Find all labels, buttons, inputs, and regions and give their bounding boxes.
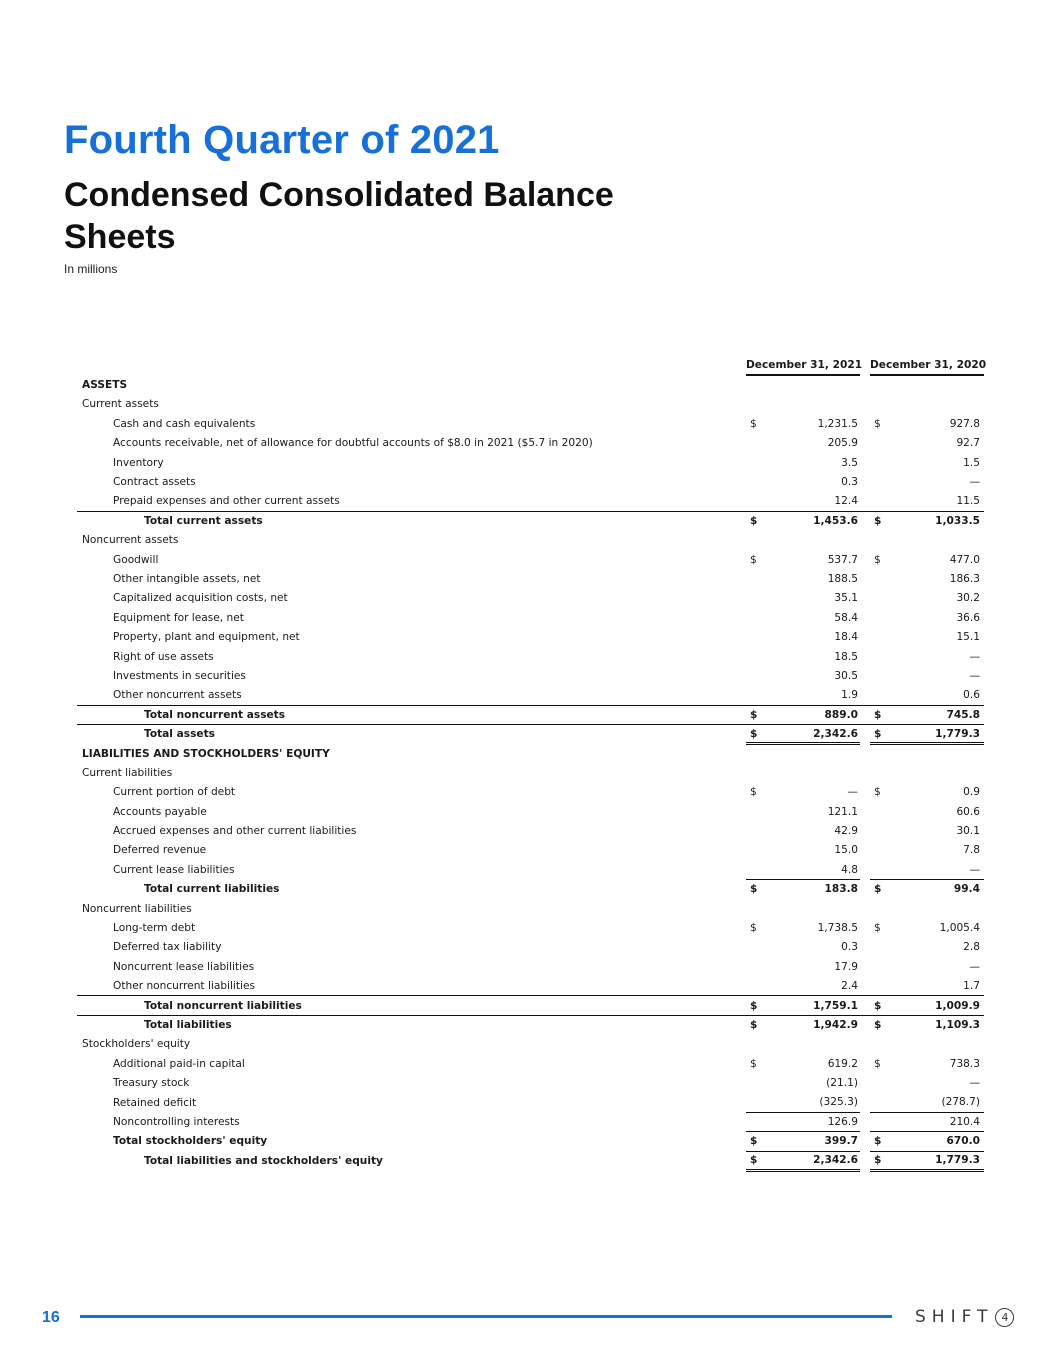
value-2021: 205.9 bbox=[827, 437, 859, 450]
column-gap bbox=[860, 1035, 870, 1054]
dollar-sign-2021: $ bbox=[746, 511, 756, 530]
row-label: Investments in securities bbox=[113, 669, 246, 682]
value-2020: — bbox=[969, 476, 981, 489]
table-row bbox=[77, 918, 984, 937]
dollar-sign-2020 bbox=[870, 802, 880, 821]
value-2020 bbox=[880, 899, 984, 918]
dollar-sign-2020 bbox=[870, 841, 880, 860]
value-2021: 30.5 bbox=[834, 669, 859, 682]
table-row bbox=[77, 1035, 984, 1054]
row-label: Current liabilities bbox=[82, 766, 173, 779]
table-row bbox=[77, 531, 984, 550]
column-gap bbox=[860, 414, 870, 433]
column-header-2020: December 31, 2020 bbox=[870, 356, 984, 375]
dollar-sign-2021 bbox=[746, 434, 756, 453]
dollar-sign-2020 bbox=[870, 899, 880, 918]
dollar-sign-2021 bbox=[746, 569, 756, 588]
table-row bbox=[77, 1015, 984, 1034]
column-gap bbox=[860, 724, 870, 743]
row-label: Cash and cash equivalents bbox=[113, 417, 256, 430]
value-2021: (325.3) bbox=[819, 1096, 859, 1109]
value-2021: 0.3 bbox=[841, 941, 859, 954]
page-number: 16 bbox=[42, 1309, 60, 1326]
table-row bbox=[77, 938, 984, 957]
value-2020: — bbox=[969, 669, 981, 682]
dollar-sign-2020: $ bbox=[870, 511, 880, 530]
dollar-sign-2020 bbox=[870, 531, 880, 550]
value-2020: 1,009.9 bbox=[880, 996, 984, 1015]
dollar-sign-2020 bbox=[870, 569, 880, 588]
table-row bbox=[77, 453, 984, 472]
row-label: Other intangible assets, net bbox=[113, 572, 261, 585]
value-2021: 42.9 bbox=[834, 825, 859, 838]
column-gap bbox=[860, 899, 870, 918]
value-2020: 92.7 bbox=[956, 437, 981, 450]
column-gap bbox=[860, 957, 870, 976]
dollar-sign-2020 bbox=[870, 1073, 880, 1092]
column-gap bbox=[860, 783, 870, 802]
dollar-sign-2020: $ bbox=[874, 417, 881, 430]
row-label: Noncurrent assets bbox=[82, 534, 179, 547]
column-gap bbox=[860, 880, 870, 899]
value-2021: 889.0 bbox=[756, 705, 860, 724]
dollar-sign-2020 bbox=[870, 686, 880, 705]
dollar-sign-2021 bbox=[746, 977, 756, 996]
row-label: Deferred tax liability bbox=[113, 941, 222, 954]
column-gap bbox=[860, 375, 870, 394]
row-label: Equipment for lease, net bbox=[113, 611, 244, 624]
dollar-sign-2021: $ bbox=[746, 1132, 756, 1151]
column-gap bbox=[860, 647, 870, 666]
dollar-sign-2020 bbox=[870, 821, 880, 840]
table-row bbox=[77, 705, 984, 724]
table-row bbox=[77, 744, 984, 763]
column-gap bbox=[860, 492, 870, 511]
value-2021: 537.7 bbox=[827, 553, 859, 566]
value-2020 bbox=[880, 375, 984, 394]
row-label: Deferred revenue bbox=[113, 844, 207, 857]
value-2020: — bbox=[969, 1077, 981, 1090]
dollar-sign-2020 bbox=[870, 492, 880, 511]
dollar-sign-2021 bbox=[746, 666, 756, 685]
table-row bbox=[77, 434, 984, 453]
dollar-sign-2021 bbox=[746, 453, 756, 472]
row-label: LIABILITIES AND STOCKHOLDERS' EQUITY bbox=[82, 747, 330, 760]
dollar-sign-2020 bbox=[870, 647, 880, 666]
dollar-sign-2021: $ bbox=[746, 996, 756, 1015]
row-label: Total assets bbox=[77, 724, 746, 743]
value-2020: 30.2 bbox=[956, 592, 981, 605]
column-header-2021: December 31, 2021 bbox=[746, 356, 860, 375]
footer-divider bbox=[80, 1315, 892, 1318]
row-label: Total stockholders' equity bbox=[113, 1135, 268, 1148]
dollar-sign-2021 bbox=[746, 821, 756, 840]
value-2021 bbox=[756, 763, 860, 782]
value-2020: 670.0 bbox=[880, 1132, 984, 1151]
table-row bbox=[77, 492, 984, 511]
table-row bbox=[77, 1054, 984, 1073]
value-2020: 1.7 bbox=[963, 979, 981, 992]
logo-wordmark: SHIFT bbox=[915, 1307, 994, 1327]
table-row bbox=[77, 783, 984, 802]
value-2020: 15.1 bbox=[956, 631, 981, 644]
row-label: Noncontrolling interests bbox=[113, 1115, 240, 1128]
value-2020: 1,779.3 bbox=[880, 1151, 984, 1170]
row-label: Current assets bbox=[82, 398, 159, 411]
table-row bbox=[77, 511, 984, 530]
balance-sheet-table bbox=[77, 356, 987, 1172]
column-gap bbox=[860, 705, 870, 724]
table-row bbox=[77, 666, 984, 685]
table-row bbox=[77, 569, 984, 588]
value-2021: 1,453.6 bbox=[756, 511, 860, 530]
row-label: Capitalized acquisition costs, net bbox=[113, 592, 288, 605]
row-label: Noncurrent liabilities bbox=[82, 902, 192, 915]
column-gap bbox=[860, 569, 870, 588]
value-2021: 619.2 bbox=[827, 1057, 859, 1070]
dollar-sign-2021 bbox=[746, 608, 756, 627]
column-gap bbox=[860, 1151, 870, 1170]
table-row bbox=[77, 977, 984, 996]
dollar-sign-2020 bbox=[870, 938, 880, 957]
value-2021: 1,738.5 bbox=[817, 922, 859, 935]
dollar-sign-2021 bbox=[746, 841, 756, 860]
value-2020: 60.6 bbox=[956, 805, 981, 818]
dollar-sign-2021 bbox=[746, 375, 756, 394]
column-gap bbox=[860, 511, 870, 530]
row-label: Total current liabilities bbox=[144, 883, 280, 896]
column-gap bbox=[860, 860, 870, 879]
table-row bbox=[77, 414, 984, 433]
value-2021: 126.9 bbox=[756, 1112, 860, 1131]
dollar-sign-2020: $ bbox=[870, 1151, 880, 1170]
table-row bbox=[77, 472, 984, 491]
value-2021: 188.5 bbox=[827, 572, 859, 585]
dollar-sign-2021 bbox=[746, 802, 756, 821]
value-2021: 121.1 bbox=[827, 805, 859, 818]
value-2021: 2,342.6 bbox=[756, 1151, 860, 1170]
value-2020: 927.8 bbox=[949, 417, 981, 430]
dollar-sign-2021 bbox=[746, 1112, 756, 1131]
column-gap bbox=[860, 686, 870, 705]
column-gap bbox=[860, 434, 870, 453]
table-row bbox=[77, 880, 984, 899]
dollar-sign-2021 bbox=[746, 899, 756, 918]
table-row bbox=[77, 899, 984, 918]
column-gap bbox=[860, 1112, 870, 1131]
dollar-sign-2021 bbox=[746, 744, 756, 763]
value-2020: — bbox=[969, 863, 981, 876]
dollar-sign-2021 bbox=[746, 957, 756, 976]
value-2021: 0.3 bbox=[841, 476, 859, 489]
value-2021: 35.1 bbox=[834, 592, 859, 605]
value-2021 bbox=[756, 899, 860, 918]
dollar-sign-2021: $ bbox=[746, 724, 756, 743]
value-2021 bbox=[756, 1035, 860, 1054]
row-label: Other noncurrent assets bbox=[113, 689, 242, 702]
table-row bbox=[77, 1073, 984, 1092]
value-2021: 17.9 bbox=[834, 960, 859, 973]
row-label: Accounts receivable, net of allowance for doubtful accounts of $8.0 in 2021 ($5.7 in 2020) bbox=[113, 437, 593, 450]
column-gap bbox=[860, 1015, 870, 1034]
row-label: Other noncurrent liabilities bbox=[113, 979, 256, 992]
value-2020: 11.5 bbox=[956, 495, 981, 508]
value-2020: 1,033.5 bbox=[880, 511, 984, 530]
value-2021: 12.4 bbox=[834, 495, 859, 508]
row-label: Current portion of debt bbox=[113, 786, 236, 799]
dollar-sign-2021: $ bbox=[746, 880, 756, 899]
column-gap bbox=[860, 531, 870, 550]
dollar-sign-2021 bbox=[746, 531, 756, 550]
table-row bbox=[77, 1132, 984, 1151]
table-row bbox=[77, 1112, 984, 1131]
table-row bbox=[77, 686, 984, 705]
value-2021: 4.8 bbox=[841, 863, 859, 876]
value-2021: 1,231.5 bbox=[817, 417, 859, 430]
value-2021: 2.4 bbox=[841, 979, 859, 992]
table-row bbox=[77, 860, 984, 879]
value-2021: 1,942.9 bbox=[756, 1015, 860, 1034]
dollar-sign-2020: $ bbox=[870, 1132, 880, 1151]
table-row bbox=[77, 1151, 984, 1170]
table-row bbox=[77, 550, 984, 569]
dollar-sign-2020 bbox=[870, 763, 880, 782]
dollar-sign-2020: $ bbox=[874, 786, 881, 799]
shift4-logo bbox=[915, 1307, 1014, 1327]
dollar-sign-2020 bbox=[870, 1112, 880, 1131]
dollar-sign-2020: $ bbox=[870, 724, 880, 743]
dollar-sign-2021 bbox=[746, 589, 756, 608]
value-2021: 18.5 bbox=[834, 650, 859, 663]
dollar-sign-2021: $ bbox=[750, 786, 757, 799]
column-gap bbox=[860, 1093, 870, 1112]
dollar-sign-2021 bbox=[746, 627, 756, 646]
value-2020 bbox=[880, 395, 984, 414]
column-gap bbox=[860, 996, 870, 1015]
row-label: Total liabilities bbox=[77, 1015, 746, 1034]
value-2021: 58.4 bbox=[834, 611, 859, 624]
column-gap bbox=[860, 1132, 870, 1151]
row-label: Treasury stock bbox=[113, 1077, 190, 1090]
value-2020: 0.9 bbox=[963, 786, 981, 799]
table-header-row bbox=[77, 356, 984, 375]
row-label: Property, plant and equipment, net bbox=[113, 631, 300, 644]
row-label: Long-term debt bbox=[113, 922, 196, 935]
column-gap bbox=[860, 938, 870, 957]
value-2020: 1,109.3 bbox=[880, 1015, 984, 1034]
value-2020: 210.4 bbox=[880, 1112, 984, 1131]
column-gap bbox=[860, 821, 870, 840]
value-2021: 183.8 bbox=[756, 880, 860, 899]
value-2021 bbox=[756, 375, 860, 394]
dollar-sign-2020 bbox=[870, 666, 880, 685]
value-2021: 3.5 bbox=[841, 456, 859, 469]
table-row bbox=[77, 957, 984, 976]
table-row bbox=[77, 996, 984, 1015]
value-2020: 745.8 bbox=[880, 705, 984, 724]
dollar-sign-2021 bbox=[746, 860, 756, 879]
row-label: Noncurrent lease liabilities bbox=[113, 960, 255, 973]
row-label: Total noncurrent liabilities bbox=[77, 996, 746, 1015]
dollar-sign-2021 bbox=[746, 1035, 756, 1054]
dollar-sign-2021: $ bbox=[746, 705, 756, 724]
dollar-sign-2020 bbox=[870, 472, 880, 491]
row-label: Inventory bbox=[113, 456, 164, 469]
page-title: Fourth Quarter of 2021 bbox=[64, 118, 500, 162]
row-label: Total current assets bbox=[77, 511, 746, 530]
table-row bbox=[77, 821, 984, 840]
column-gap bbox=[860, 763, 870, 782]
value-2020 bbox=[880, 744, 984, 763]
table-row bbox=[77, 395, 984, 414]
dollar-sign-2020 bbox=[870, 453, 880, 472]
value-2020 bbox=[880, 1035, 984, 1054]
column-gap bbox=[860, 589, 870, 608]
table-row bbox=[77, 375, 984, 394]
dollar-sign-2021 bbox=[746, 395, 756, 414]
value-2020: 1.5 bbox=[963, 456, 981, 469]
dollar-sign-2021 bbox=[746, 763, 756, 782]
table-row bbox=[77, 627, 984, 646]
column-gap bbox=[860, 627, 870, 646]
value-2020 bbox=[880, 763, 984, 782]
table-row bbox=[77, 647, 984, 666]
value-2021: (21.1) bbox=[826, 1077, 859, 1090]
row-label: Prepaid expenses and other current assets bbox=[113, 495, 340, 508]
value-2020: — bbox=[969, 960, 981, 973]
row-label: Accrued expenses and other current liabilities bbox=[113, 825, 357, 838]
row-label: Total noncurrent assets bbox=[77, 705, 746, 724]
value-2020: 30.1 bbox=[956, 825, 981, 838]
value-2021: 1,759.1 bbox=[756, 996, 860, 1015]
dollar-sign-2020 bbox=[870, 1093, 880, 1112]
dollar-sign-2020: $ bbox=[870, 1015, 880, 1034]
value-2020 bbox=[880, 531, 984, 550]
value-2020: 2.8 bbox=[963, 941, 981, 954]
dollar-sign-2020 bbox=[870, 375, 880, 394]
table-row bbox=[77, 589, 984, 608]
column-gap bbox=[860, 608, 870, 627]
value-2020: 36.6 bbox=[956, 611, 981, 624]
dollar-sign-2021 bbox=[746, 686, 756, 705]
dollar-sign-2020: $ bbox=[874, 553, 881, 566]
column-gap bbox=[860, 918, 870, 937]
dollar-sign-2021: $ bbox=[750, 417, 757, 430]
dollar-sign-2021 bbox=[746, 472, 756, 491]
column-gap bbox=[860, 977, 870, 996]
value-2021: 399.7 bbox=[756, 1132, 860, 1151]
logo-circle-icon: 4 bbox=[995, 1308, 1014, 1327]
row-label: Current lease liabilities bbox=[113, 863, 235, 876]
value-2020: 7.8 bbox=[963, 844, 981, 857]
value-2021 bbox=[756, 744, 860, 763]
dollar-sign-2020 bbox=[870, 744, 880, 763]
dollar-sign-2021: $ bbox=[750, 553, 757, 566]
table-row bbox=[77, 1093, 984, 1112]
column-gap bbox=[860, 1073, 870, 1092]
page-subtitle: Condensed Consolidated Balance Sheets bbox=[64, 176, 614, 256]
row-label: Retained deficit bbox=[113, 1096, 197, 1109]
value-2020: 186.3 bbox=[949, 572, 981, 585]
dollar-sign-2021 bbox=[746, 492, 756, 511]
dollar-sign-2021 bbox=[746, 1093, 756, 1112]
dollar-sign-2021: $ bbox=[750, 1057, 757, 1070]
table-row bbox=[77, 763, 984, 782]
column-gap bbox=[860, 395, 870, 414]
value-2021: 1.9 bbox=[841, 689, 859, 702]
dollar-sign-2020 bbox=[870, 957, 880, 976]
dollar-sign-2020: $ bbox=[870, 705, 880, 724]
dollar-sign-2020 bbox=[870, 627, 880, 646]
dollar-sign-2020: $ bbox=[874, 922, 881, 935]
table-row bbox=[77, 802, 984, 821]
value-2021: — bbox=[847, 786, 859, 799]
row-label: Total liabilities and stockholders' equity bbox=[144, 1154, 383, 1167]
value-2021 bbox=[756, 531, 860, 550]
value-2021: 15.0 bbox=[834, 844, 859, 857]
dollar-sign-2020: $ bbox=[874, 1057, 881, 1070]
value-2020: 477.0 bbox=[949, 553, 981, 566]
column-gap bbox=[860, 802, 870, 821]
table-row bbox=[77, 608, 984, 627]
column-gap bbox=[860, 550, 870, 569]
value-2020: 0.6 bbox=[963, 689, 981, 702]
dollar-sign-2021: $ bbox=[746, 1151, 756, 1170]
dollar-sign-2020: $ bbox=[870, 996, 880, 1015]
table-row bbox=[77, 724, 984, 743]
dollar-sign-2020 bbox=[870, 860, 880, 879]
value-2021: 18.4 bbox=[834, 631, 859, 644]
dollar-sign-2021: $ bbox=[750, 922, 757, 935]
row-label: ASSETS bbox=[82, 379, 128, 392]
dollar-sign-2021: $ bbox=[746, 1015, 756, 1034]
units-note: In millions bbox=[64, 262, 118, 276]
value-2020: (278.7) bbox=[941, 1096, 981, 1109]
dollar-sign-2020: $ bbox=[870, 880, 880, 899]
dollar-sign-2021 bbox=[746, 1073, 756, 1092]
row-label: Goodwill bbox=[113, 553, 159, 566]
column-gap bbox=[860, 1054, 870, 1073]
dollar-sign-2020 bbox=[870, 589, 880, 608]
dollar-sign-2020 bbox=[870, 434, 880, 453]
value-2021: 2,342.6 bbox=[756, 724, 860, 743]
row-label: Additional paid-in capital bbox=[113, 1057, 245, 1070]
dollar-sign-2020 bbox=[870, 977, 880, 996]
row-label: Stockholders' equity bbox=[82, 1038, 191, 1051]
row-label: Accounts payable bbox=[113, 805, 207, 818]
column-gap bbox=[860, 841, 870, 860]
dollar-sign-2020 bbox=[870, 1035, 880, 1054]
dollar-sign-2021 bbox=[746, 938, 756, 957]
table-row bbox=[77, 841, 984, 860]
value-2020: 1,005.4 bbox=[939, 922, 981, 935]
row-label: Right of use assets bbox=[113, 650, 214, 663]
dollar-sign-2020 bbox=[870, 395, 880, 414]
dollar-sign-2021 bbox=[746, 647, 756, 666]
value-2020: 1,779.3 bbox=[880, 724, 984, 743]
value-2020: 99.4 bbox=[880, 880, 984, 899]
dollar-sign-2020 bbox=[870, 608, 880, 627]
row-label: Contract assets bbox=[113, 476, 196, 489]
value-2021 bbox=[756, 395, 860, 414]
column-gap bbox=[860, 453, 870, 472]
value-2020: 738.3 bbox=[949, 1057, 981, 1070]
column-gap bbox=[860, 666, 870, 685]
column-gap bbox=[860, 472, 870, 491]
column-gap bbox=[860, 744, 870, 763]
value-2020: — bbox=[969, 650, 981, 663]
